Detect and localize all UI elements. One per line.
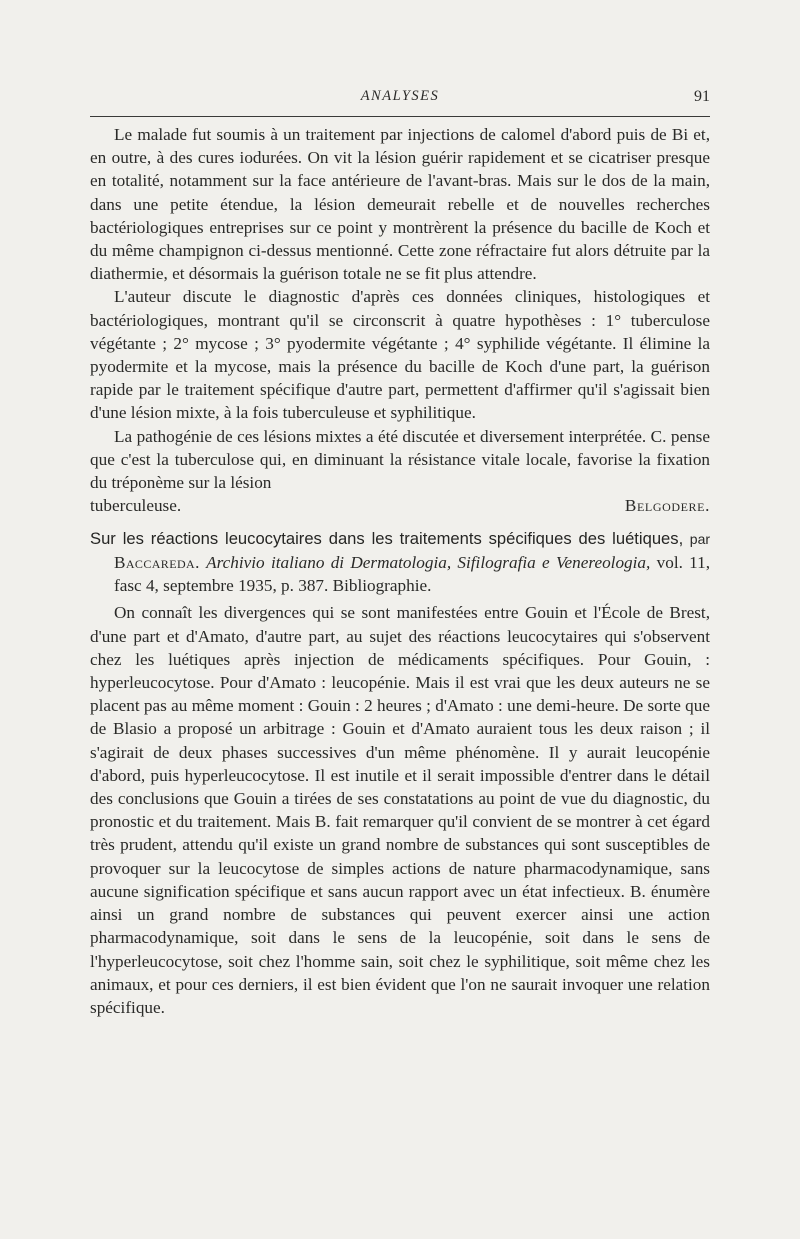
article-heading xyxy=(90,527,710,597)
paragraph: Le malade fut soumis à un traitement par injections de calomel d'abord puis de Bi et, en outre, à des cures iodurées. On vit la lésion guérir rapidement et se cicatriser presque en totalité, notamment sur la face antérieure de l'avant-bras. Mais sur le dos de la main, dans une petite étendue, la lésion demeurait rebelle et de nouvelles recherches bactériologiques entreprises sur ce point y montrèrent la présence du bacille de Koch et du même champignon ci-dessus mentionné. Cette zone réfractaire fut alors détruite par la diathermie, et désormais la guérison totale ne se fit plus attendre. xyxy=(90,125,710,284)
first-article-continuation xyxy=(90,123,710,517)
signature: Belgodere. xyxy=(624,496,710,516)
article-body: On connaît les divergences qui se sont manifestées entre Gouin et l'École de Brest, d'une part et d'Amato, d'autre part, au sujet des réactions leucocytaires qui s'observent chez les luétiques après injection de médicaments spécifiques. Pour Gouin, : hyperleucocytose. Pour d'Amato : leucopénie. Mais il est vrai que les deux auteurs ne se placent pas au même moment : Gouin : 2 heures ; d'Amato : une demi-heure. De sorte que de Blasio a proposé un arbitrage : Gouin et d'Amato auraient tous les deux raison ; il s'agirait de deux phases successives d'un même phénomène. Il y aurait leucopénie d'abord, puis hyperleucocytose. Il est inutile et il serait impossible d'entrer dans le détail des conclusions que Gouin a tirées de ses constatations au point de vue du diagnostic, du pronostic et du traitement. Mais B. fait remarquer qu'il convient de se montrer à cet égard très prudent, attendu qu'il existe un grand nombre de substances qui sont susceptibles de provoquer sur la leucocytose de simples actions de nature pharmacodynamique, sans aucune signification spécifique et sans aucun rapport avec un état infectieux. B. énumère ainsi un grand nombre de substances qui peuvent exercer ainsi une action pharmacodynamique, soit dans le sens de la leucopénie, soit dans le sens de l'hyperleucocytose, soit chez l'homme sain, soit chez le syphilitique, soit même chez les animaux, et pour ces derniers, il est bien évident que l'on ne saurait invoquer une relation spécifique. xyxy=(90,603,710,1017)
running-head: ANALYSES xyxy=(360,88,440,104)
paragraph: L'auteur discute le diagnostic d'après ces données cliniques, histologiques et bactériologiques, montrant qu'il se circonscrit à quatre hypothèses : 1° tuberculose végétante ; 2° mycose ; 3° pyodermite végétante ; 4° syphilide végétante. Il élimine la pyodermite et la mycose, mais la présence du bacille de Koch d'une part, la guérison rapide par le traitement spécifique d'autre part, permettent d'affirmer qu'il s'agissait bien d'une lésion mixte, à la fois tuberculeuse et syphilitique. xyxy=(90,287,710,423)
article-by: par xyxy=(689,531,711,548)
journal-name: Archivio italiano di Dermatologia, Sifilografia e Venereologia, xyxy=(206,553,651,573)
page-header xyxy=(90,88,710,114)
paragraph-last-line: tuberculeuse. xyxy=(90,496,182,516)
page-content xyxy=(90,88,710,1019)
article-author: Baccareda. xyxy=(114,553,200,573)
second-article xyxy=(90,527,710,1019)
header-rule xyxy=(90,116,710,117)
paragraph: La pathogénie de ces lésions mixtes a été discutée et diversement interprétée. C. pense que c'est la tuberculose qui, en diminuant la résistance vitale locale, favorise la fixation du tréponème sur la lésion xyxy=(90,426,710,493)
page-number: 91 xyxy=(694,88,710,105)
article-title: Sur les réactions leucocytaires dans les traitements spécifiques des luétiques, xyxy=(90,529,684,549)
citation: vol. 11, fasc 4, septembre 1935, p. 387. Bibliographie. xyxy=(114,553,711,596)
signature-line xyxy=(90,494,710,517)
